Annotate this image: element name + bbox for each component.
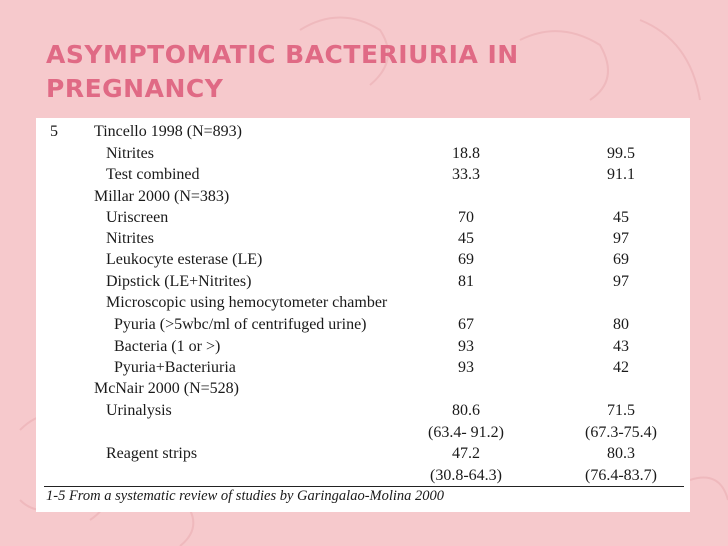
value-col-b: 71.5 [607, 402, 635, 419]
value-col-b: 97 [613, 230, 629, 247]
row-label: Uriscreen [106, 209, 169, 226]
value-col-a: 81 [458, 273, 474, 290]
value-col-a: 80.6 [452, 402, 480, 419]
row-label: Tincello 1998 (N=893) [94, 123, 242, 140]
table-row [36, 443, 690, 465]
value-col-a: 45 [458, 230, 474, 247]
table-row [36, 422, 690, 444]
table-row [36, 271, 690, 293]
value-col-b: 45 [613, 209, 629, 226]
row-label: Leukocyte esterase (LE) [106, 251, 263, 268]
value-col-b: 80.3 [607, 445, 635, 462]
table-row [36, 186, 690, 208]
value-col-a: (30.8-64.3) [430, 467, 502, 484]
table-row [36, 143, 690, 165]
row-label: Urinalysis [106, 402, 172, 419]
value-col-b: (67.3-75.4) [585, 424, 657, 441]
table-panel [36, 118, 690, 512]
footnote: 1-5 From a systematic review of studies by Garingalao-Molina 2000 [46, 488, 445, 504]
row-label: Reagent strips [106, 445, 198, 462]
table-row [36, 249, 690, 271]
row-label: McNair 2000 (N=528) [94, 380, 239, 397]
value-col-a: 70 [458, 209, 474, 226]
value-col-a: 67 [458, 316, 474, 333]
table-row [36, 336, 690, 358]
value-col-a: 47.2 [452, 445, 480, 462]
row-number: 5 [50, 123, 58, 140]
table-row [36, 314, 690, 336]
table-row [36, 378, 690, 400]
table-row [36, 121, 690, 143]
value-col-b: 97 [613, 273, 629, 290]
row-label: Millar 2000 (N=383) [94, 188, 230, 205]
value-col-a: (63.4- 91.2) [428, 424, 504, 441]
row-label: Pyuria+Bacteriuria [114, 359, 236, 376]
value-col-b: 80 [613, 316, 629, 333]
row-label: Microscopic using hemocytometer chamber [106, 294, 388, 311]
table-row [36, 400, 690, 422]
value-col-a: 93 [458, 359, 474, 376]
slide-title: ASYMPTOMATIC BACTERIURIA IN PREGNANCY [46, 40, 519, 103]
value-col-b: 91.1 [607, 166, 635, 183]
value-col-a: 69 [458, 251, 474, 268]
value-col-a: 93 [458, 338, 474, 355]
row-label: Test combined [106, 166, 200, 183]
table-row [36, 207, 690, 229]
table-row [36, 164, 690, 186]
footnote-rule [44, 486, 684, 487]
row-label: Nitrites [106, 145, 154, 162]
table-row [36, 465, 690, 487]
value-col-b: 99.5 [607, 145, 635, 162]
row-label: Dipstick (LE+Nitrites) [106, 273, 252, 290]
value-col-b: (76.4-83.7) [585, 467, 657, 484]
value-col-b: 42 [613, 359, 629, 376]
row-label: Nitrites [106, 230, 154, 247]
value-col-a: 33.3 [452, 166, 480, 183]
value-col-a: 18.8 [452, 145, 480, 162]
row-label: Bacteria (1 or >) [114, 338, 221, 355]
value-col-b: 43 [613, 338, 629, 355]
table-row [36, 228, 690, 250]
row-label: Pyuria (>5wbc/ml of centrifuged urine) [114, 316, 367, 333]
table-row [36, 357, 690, 379]
value-col-b: 69 [613, 251, 629, 268]
table-row [36, 292, 690, 314]
